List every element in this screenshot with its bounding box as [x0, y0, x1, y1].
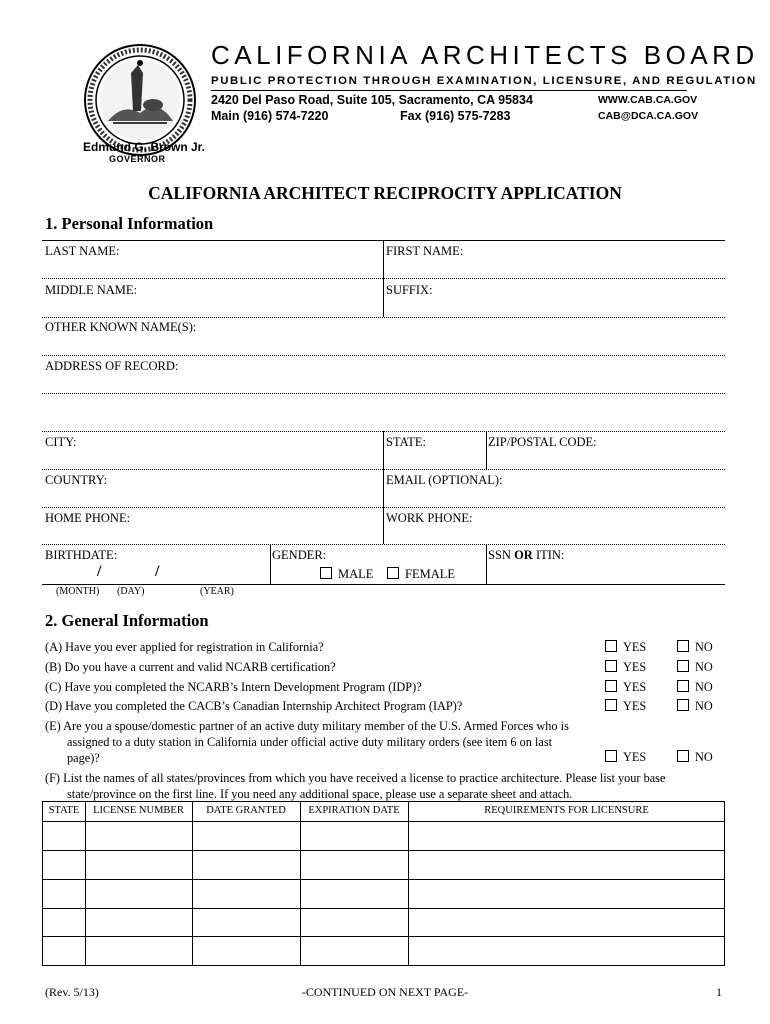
gender-label: GENDER: — [272, 548, 327, 562]
section-general-information: 2. General Information — [45, 611, 209, 630]
month-label: (MONTH) — [56, 586, 100, 597]
table-row[interactable] — [43, 879, 724, 880]
question-a-no-checkbox[interactable]: NO — [677, 640, 713, 655]
question-d: (D) Have you completed the CACB’s Canadian Internship Architect Program (IAP)? — [45, 699, 463, 713]
question-e-line3: page)? — [67, 751, 100, 765]
middle-name-field[interactable]: MIDDLE NAME: — [45, 283, 138, 297]
table-header-state: STATE — [48, 805, 80, 816]
suffix-field[interactable]: SUFFIX: — [386, 283, 433, 297]
question-c-no-checkbox[interactable]: NO — [677, 680, 713, 695]
main-phone: Main (916) 574-7220 — [211, 109, 329, 123]
table-header-date-granted: DATE GRANTED — [206, 805, 286, 816]
question-c-yes-checkbox[interactable]: YES — [605, 680, 646, 695]
ssn-itin-field[interactable]: SSN OR ITIN: — [488, 548, 565, 562]
day-label: (DAY) — [117, 586, 145, 597]
zip-field[interactable]: ZIP/POSTAL CODE: — [488, 435, 597, 449]
first-name-field[interactable]: FIRST NAME: — [386, 244, 464, 258]
question-b-yes-checkbox[interactable]: YES — [605, 660, 646, 675]
question-e-no-checkbox[interactable]: NO — [677, 750, 713, 765]
license-table — [42, 801, 725, 966]
question-e-line1: (E) Are you a spouse/domestic partner of an active duty military member of the U.S. Armed Forces who is — [45, 719, 569, 733]
page-number: 1 — [716, 985, 722, 999]
document-title: CALIFORNIA ARCHITECT RECIPROCITY APPLICATION — [148, 183, 622, 203]
section-personal-information: 1. Personal Information — [45, 214, 214, 233]
board-email: CAB@DCA.CA.GOV — [598, 110, 699, 122]
board-address: 2420 Del Paso Road, Suite 105, Sacramento, CA 95834 — [211, 93, 533, 107]
table-header-expiration-date: EXPIRATION DATE — [308, 805, 400, 816]
question-a: (A) Have you ever applied for registration in California? — [45, 640, 324, 654]
question-f-line2: state/province on the first line. If you need any additional space, please use a separate sheet and attach. — [67, 787, 573, 801]
question-d-no-checkbox[interactable]: NO — [677, 699, 713, 714]
question-b: (B) Do you have a current and valid NCARB certification? — [45, 660, 336, 674]
gender-female-checkbox[interactable]: FEMALE — [387, 567, 455, 582]
year-label: (YEAR) — [200, 586, 234, 597]
table-header-requirements: REQUIREMENTS FOR LICENSURE — [484, 805, 649, 816]
board-website: WWW.CAB.CA.GOV — [598, 94, 698, 106]
fax-number: Fax (916) 575-7283 — [400, 109, 511, 123]
other-names-field[interactable]: OTHER KNOWN NAME(S): — [45, 320, 197, 334]
last-name-field[interactable]: LAST NAME: — [45, 244, 120, 258]
state-field[interactable]: STATE: — [386, 435, 426, 449]
tagline: PUBLIC PROTECTION THROUGH EXAMINATION, LICENSURE, AND REGULATION — [211, 75, 757, 87]
work-phone-field[interactable]: WORK PHONE: — [386, 511, 473, 525]
question-a-yes-checkbox[interactable]: YES — [605, 640, 646, 655]
country-field[interactable]: COUNTRY: — [45, 473, 108, 487]
governor-name: Edmund G. Brown Jr. — [83, 140, 206, 154]
birthdate-field[interactable]: BIRTHDATE: — [45, 548, 118, 562]
table-row[interactable] — [43, 908, 724, 909]
question-d-yes-checkbox[interactable]: YES — [605, 699, 646, 714]
table-row[interactable] — [43, 850, 724, 851]
email-field[interactable]: EMAIL (OPTIONAL): — [386, 473, 503, 487]
revision-note: (Rev. 5/13) — [45, 985, 99, 999]
gender-male-checkbox[interactable]: MALE — [320, 567, 373, 582]
table-header-license-number: LICENSE NUMBER — [93, 805, 184, 816]
table-row[interactable] — [43, 936, 724, 937]
question-e-line2: assigned to a duty station in California under official active duty military orders (see item 6 on last — [67, 735, 553, 749]
governor-title: GOVERNOR — [109, 154, 166, 164]
question-c: (C) Have you completed the NCARB’s Intern Development Program (IDP)? — [45, 680, 422, 694]
continued-note: -CONTINUED ON NEXT PAGE- — [301, 985, 469, 999]
board-title: CALIFORNIA ARCHITECTS BOARD — [211, 40, 759, 70]
question-f-line1: (F) List the names of all states/provinces from which you have received a license to practice architecture. Please list your base — [45, 771, 666, 785]
city-field[interactable]: CITY: — [45, 435, 77, 449]
question-e-yes-checkbox[interactable]: YES — [605, 750, 646, 765]
home-phone-field[interactable]: HOME PHONE: — [45, 511, 131, 525]
question-b-no-checkbox[interactable]: NO — [677, 660, 713, 675]
address-of-record-field[interactable]: ADDRESS OF RECORD: — [45, 359, 179, 373]
